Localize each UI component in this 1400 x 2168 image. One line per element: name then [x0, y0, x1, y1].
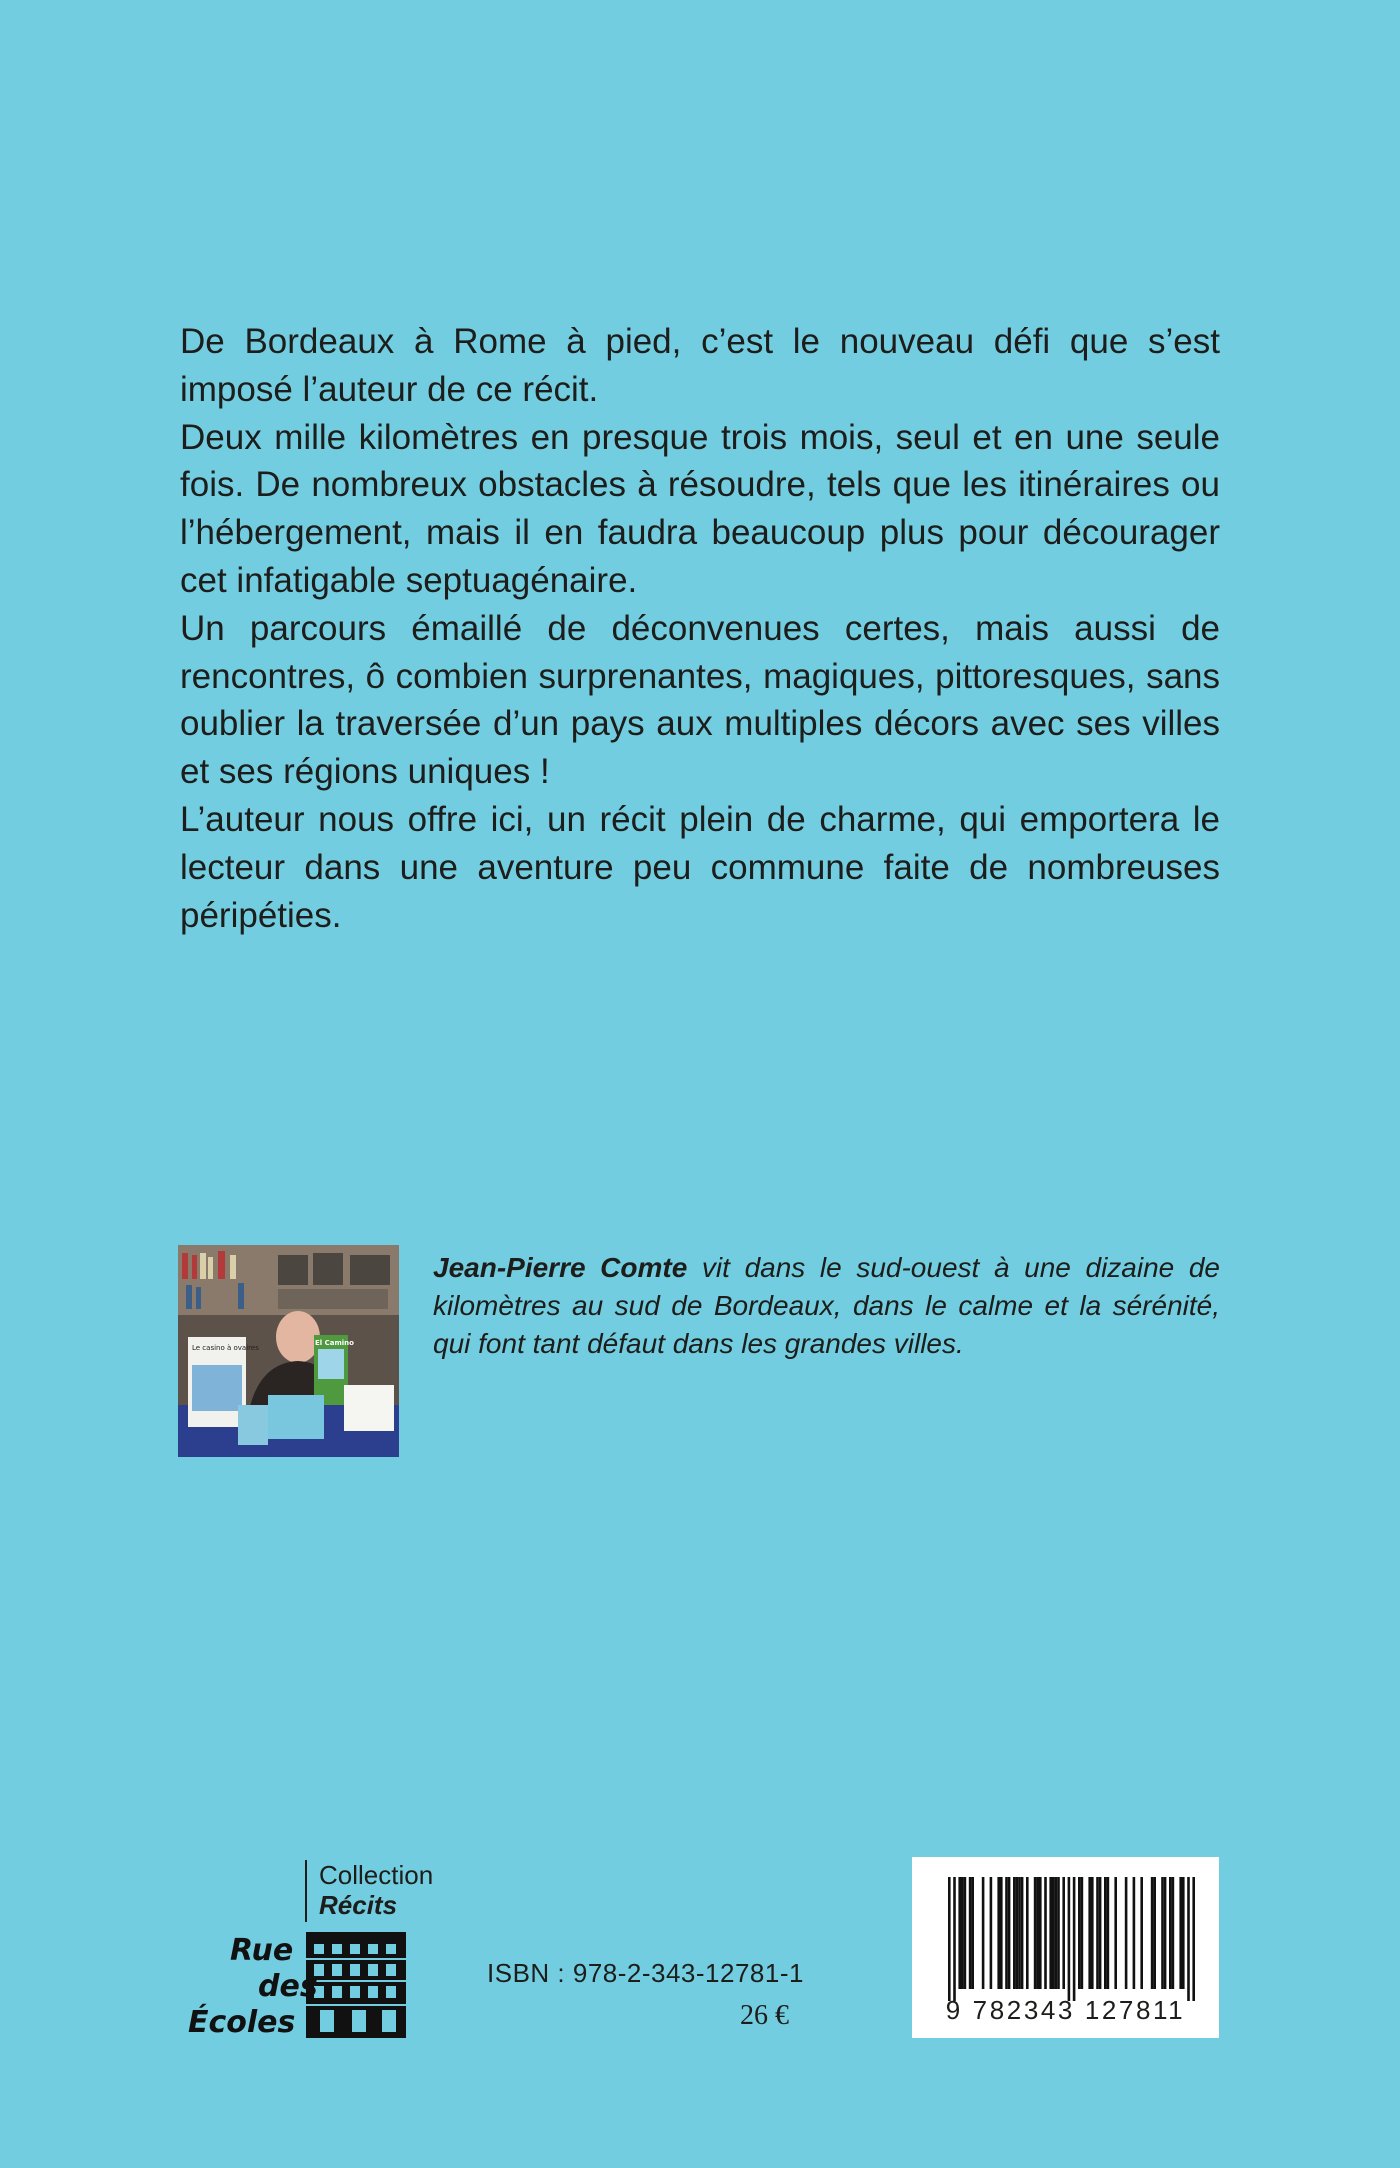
author-section — [178, 1245, 1220, 1457]
blurb-paragraph-1: De Bordeaux à Rome à pied, c’est le nouveau défi que s’est imposé l’auteur de ce récit. — [180, 322, 1220, 409]
barcode-bar — [1164, 1877, 1167, 1989]
barcode-bar — [1073, 1877, 1076, 2001]
barcode-bar — [971, 1877, 974, 1989]
photo-book-right-title: El Camino — [315, 1339, 354, 1347]
barcode-bar — [1081, 1877, 1084, 1989]
barcode-bar — [961, 1877, 964, 1989]
back-cover-blurb — [180, 318, 1220, 939]
barcode-bar — [958, 1877, 961, 1989]
barcode-bar — [948, 1877, 951, 2001]
barcode-bar — [1172, 1877, 1175, 1989]
barcode-bar — [1039, 1877, 1042, 1989]
barcode-bar — [1052, 1877, 1055, 1989]
barcode — [912, 1857, 1219, 2038]
barcode-bar — [1049, 1877, 1052, 1989]
barcode-bar — [982, 1877, 985, 1989]
collection-label — [305, 1860, 433, 1922]
blurb-paragraph-2: Deux mille kilomètres en presque trois mois, seul et en une seule fois. De nombreux obstacles à résoudre, tels que les itinéraires ou l’hébergement, mais il en faudra beaucoup plus pour décourager cet infatigable septuagénaire. — [180, 417, 1220, 600]
barcode-bar — [1099, 1877, 1102, 1989]
barcode-bar — [1055, 1877, 1058, 1989]
barcode-bar — [1088, 1877, 1091, 1989]
collection-word: Collection — [319, 1860, 434, 1890]
author-bio-text: vit dans le sud-ouest à une dizaine de kilomètres au sud de Bordeaux, dans le calme et la sérénité, qui font tant défaut dans les grandes villes. — [433, 1252, 1221, 1359]
isbn: ISBN : 978-2-343-12781-1 — [487, 1958, 804, 1988]
barcode-bar — [1091, 1877, 1094, 1989]
barcode-bar — [1000, 1877, 1003, 1989]
barcode-bar — [1044, 1877, 1047, 1989]
barcode-bar — [1140, 1877, 1143, 1989]
barcode-bar — [1125, 1877, 1128, 1989]
barcode-bar — [1161, 1877, 1164, 1989]
barcode-bar — [1153, 1877, 1156, 1989]
collection-series-name: Récits — [319, 1890, 398, 1920]
barcode-bar — [990, 1877, 993, 1989]
barcode-bar — [1096, 1877, 1099, 1989]
barcode-bar — [964, 1877, 967, 1989]
barcode-bar — [1107, 1877, 1110, 1989]
barcode-digits: 9 782343 127811 — [945, 1995, 1186, 2025]
barcode-bar — [969, 1877, 972, 1989]
author-photo-image — [178, 1245, 399, 1457]
barcode-bar — [1133, 1877, 1136, 1989]
barcode-bar — [1182, 1877, 1185, 1989]
barcode-bar — [1036, 1877, 1039, 1989]
barcode-bar — [1169, 1877, 1172, 1989]
author-photo — [178, 1245, 399, 1457]
barcode-bar — [1026, 1877, 1029, 1989]
barcode-bar — [1104, 1877, 1107, 1989]
barcode-bar — [1021, 1877, 1024, 1989]
barcode-bar — [1114, 1877, 1117, 1989]
blurb-paragraph-4: L’auteur nous offre ici, un récit plein de charme, qui emportera le lecteur dans une aventure peu commune faite de nombreuses péripéties. — [180, 799, 1220, 935]
barcode-bar — [1016, 1877, 1019, 1989]
publisher-logo — [186, 1930, 410, 2040]
barcode-bar — [1008, 1877, 1011, 1989]
publisher-logo-word-3: Écoles — [188, 2005, 296, 2040]
author-bio — [433, 1249, 1220, 1363]
barcode-bar — [1034, 1877, 1037, 1989]
publisher-logo-building — [306, 1932, 406, 2038]
photo-book-left-title: Le casino à ovaires — [192, 1344, 259, 1352]
barcode-bar — [1187, 1877, 1190, 2001]
author-name: Jean-Pierre Comte — [433, 1252, 688, 1283]
barcode-bar — [1151, 1877, 1154, 1989]
publisher-logo-word-1: Rue — [230, 1933, 294, 1968]
publisher-logo-word-2: des — [258, 1969, 318, 2004]
barcode-bar — [1192, 1877, 1195, 2001]
blurb-paragraph-3: Un parcours émaillé de déconvenues certes, mais aussi de rencontres, ô combien surprenantes, magiques, pittoresques, sans oublier la traversée d’un pays aux multiples décors avec ses villes et ses régions uniques ! — [180, 608, 1220, 792]
barcode-bar — [997, 1877, 1000, 1989]
barcode-bar — [1013, 1877, 1016, 1989]
price: 26 € — [740, 2000, 789, 2031]
barcode-bar — [1057, 1877, 1060, 1989]
barcode-bar — [1078, 1877, 1081, 1989]
barcode-bar — [1068, 1877, 1071, 2001]
barcode-bar — [1062, 1877, 1065, 1989]
barcode-bar — [953, 1877, 956, 2001]
barcode-bar — [1005, 1877, 1008, 1989]
barcode-bar — [1179, 1877, 1182, 1989]
barcode-bar — [1018, 1877, 1021, 1989]
